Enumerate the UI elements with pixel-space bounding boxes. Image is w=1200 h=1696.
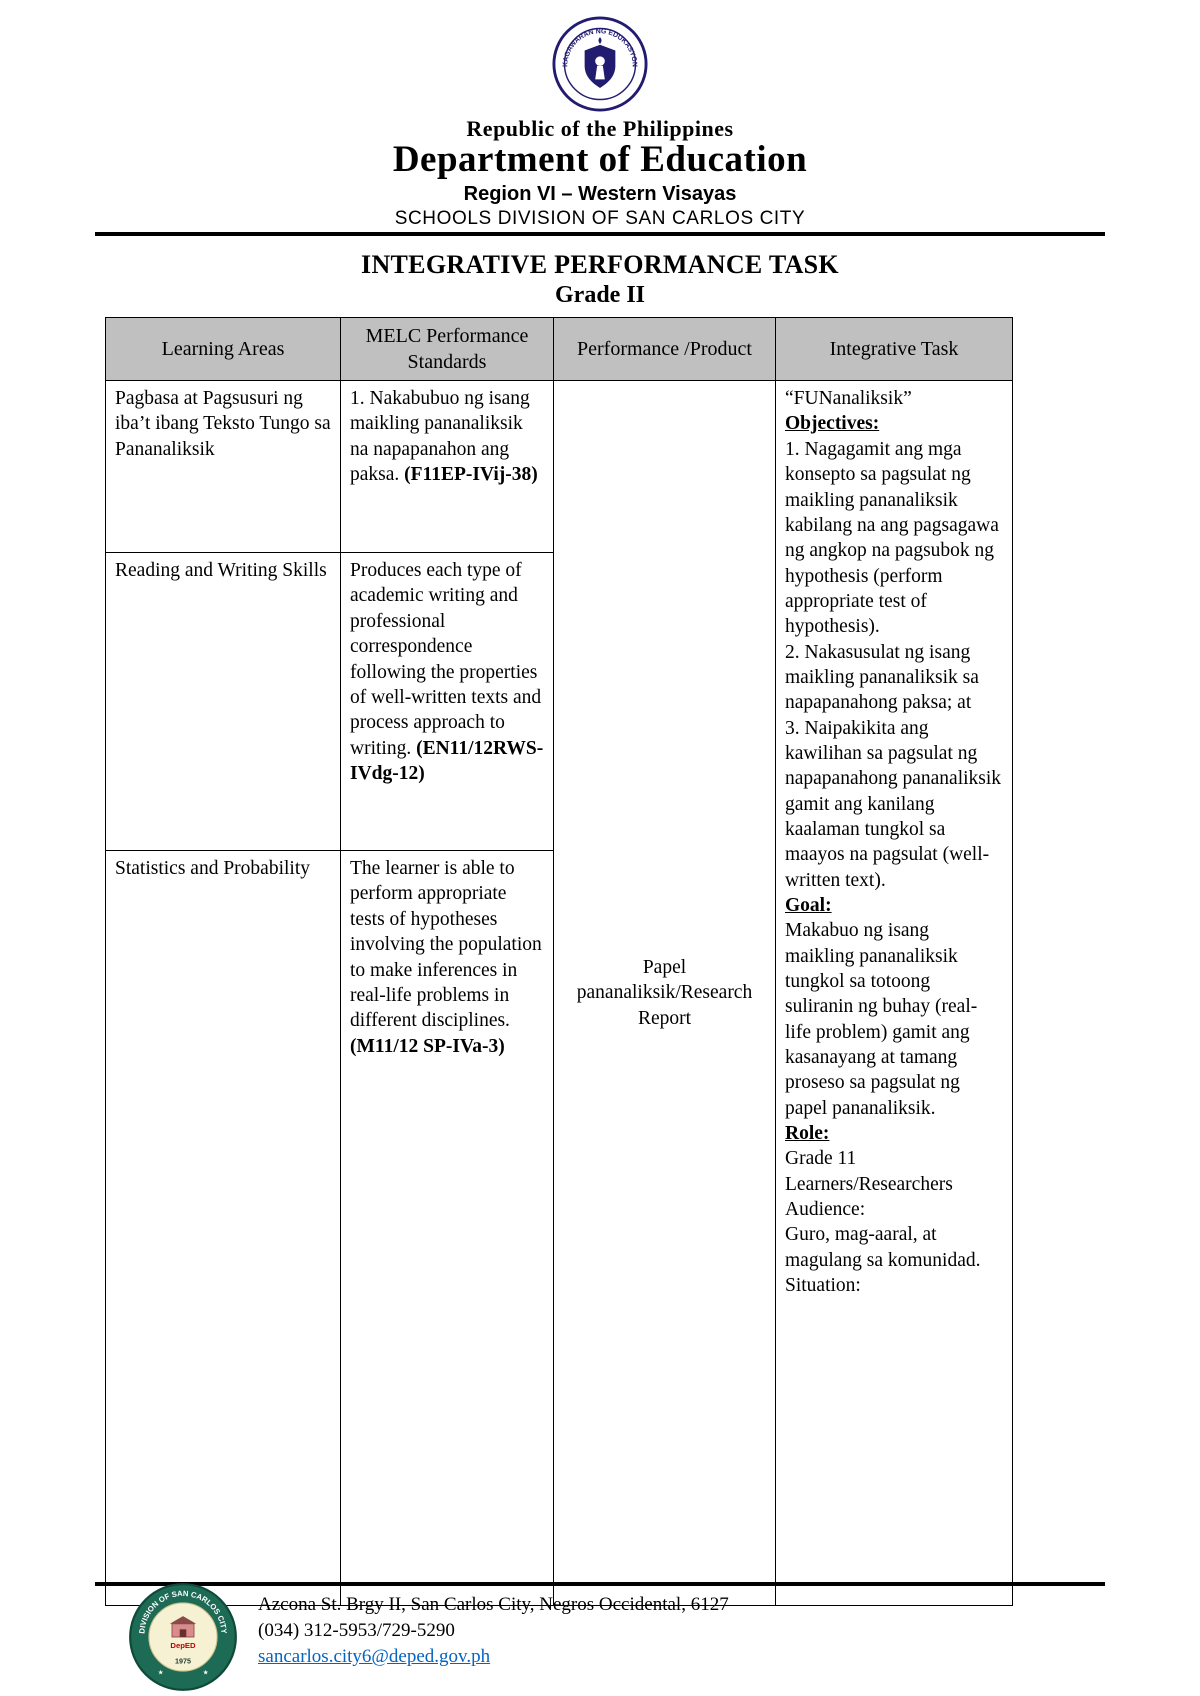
task-heading-goal: Goal: (785, 895, 832, 917)
title-block (0, 250, 1200, 309)
performance-task-table (105, 317, 1013, 1606)
col-header-melc-standards: MELC Performance Standards (341, 318, 554, 381)
letterhead (0, 0, 1200, 236)
page-title: INTEGRATIVE PERFORMANCE TASK (361, 250, 839, 280)
performance-product-cell (554, 381, 776, 1606)
integrative-task-cell (776, 381, 1013, 1606)
learning-area-cell: Pagbasa at Pagsusuri ng iba’t ibang Teksto Tungo sa Pananaliksik (106, 381, 341, 553)
department-line: Department of Education (392, 139, 808, 181)
task-paragraph: Audience: (785, 1199, 866, 1221)
deped-seal-icon (552, 16, 648, 112)
task-paragraph: “FUNanaliksik” (785, 388, 912, 410)
grade-subtitle: Grade II (555, 282, 645, 309)
division-line: SCHOOLS DIVISION OF SAN CARLOS CITY (394, 208, 806, 230)
learning-area-cell: Statistics and Probability (106, 851, 341, 1606)
standard-code: (M11/12 SP-IVa-3) (350, 1035, 505, 1057)
product-text: Papel pananaliksik/Research Report (576, 957, 753, 1029)
footer-rule (95, 1582, 1105, 1586)
svg-text:★: ★ (157, 1669, 164, 1677)
task-paragraph: Guro, mag-aaral, at magulang sa komunidad. (785, 1224, 981, 1271)
standard-text: Produces each type of academic writing and professional correspondence following the properties of well-written texts and process approach to writing. (350, 560, 542, 759)
melc-standard-cell (341, 851, 554, 1606)
standard-text: 1. Nakabubuo ng isang maikling pananaliksik na napapanahon ang paksa. (350, 388, 530, 486)
standard-text: The learner is able to perform appropriate tests of hypotheses involving the population to make inferences in real-life problems in different disciplines. (350, 858, 542, 1032)
footer-email-link[interactable]: sancarlos.city6@deped.gov.ph (258, 1646, 491, 1667)
melc-standard-cell (341, 381, 554, 553)
header-rule (95, 232, 1105, 236)
col-header-performance-product: Performance /Product (554, 318, 776, 381)
svg-text:KAGAWARAN NG EDUKASYON: KAGAWARAN NG EDUKASYON (562, 28, 638, 68)
task-paragraph: Makabuo ng isang maikling pananaliksik tungkol sa totoong suliranin ng buhay (real-life problem) gamit ang kasanayang at tamang proseso sa pagsulat ng papel pananaliksik. (785, 920, 978, 1119)
col-header-integrative-task: Integrative Task (776, 318, 1013, 381)
task-paragraph: 3. Naipakikita ang kawilihan sa pagsulat ng napapanahong pananaliksik gamit ang kanilang kaalaman tungkol sa maayos na pagsulat (well-written text). (785, 717, 1002, 891)
standard-code: (F11EP-IVij-38) (404, 464, 538, 486)
region-line: Region VI – Western Visayas (463, 183, 737, 206)
task-paragraph: Situation: (785, 1275, 861, 1297)
footer-contact-block (258, 1592, 729, 1670)
table-row (106, 381, 1013, 553)
svg-text:DepED: DepED (170, 1641, 196, 1650)
division-seal-icon (128, 1582, 238, 1692)
task-paragraph: 2. Nakasusulat ng isang maikling pananaliksik sa napapanahong paksa; at (785, 641, 979, 714)
footer-phone: (034) 312-5953/729-5290 (258, 1620, 455, 1641)
svg-text:1975: 1975 (175, 1657, 191, 1666)
svg-text:DIVISION OF SAN CARLOS CITY: DIVISION OF SAN CARLOS CITY (137, 1588, 229, 1635)
task-heading-objectives: Objectives: (785, 413, 880, 435)
republic-line: Republic of the Philippines (466, 116, 734, 141)
table-header-row (106, 318, 1013, 381)
melc-standard-cell (341, 553, 554, 851)
standard-code: (EN11/12RWS-IVdg-12) (350, 737, 544, 784)
task-paragraph: Grade 11 Learners/Researchers (785, 1148, 953, 1195)
task-heading-role: Role: (785, 1123, 830, 1145)
task-paragraph: 1. Nagagamit ang mga konsepto sa pagsulat ng maikling pananaliksik kabilang na ang pagsagawa ng angkop na pagsubok ng hypothesis (perform appropriate test of hypothesis). (785, 438, 999, 638)
learning-area-cell: Reading and Writing Skills (106, 553, 341, 851)
svg-text:★: ★ (202, 1669, 209, 1677)
col-header-learning-areas: Learning Areas (106, 318, 341, 381)
footer-address: Azcona St. Brgy II, San Carlos City, Negros Occidental, 6127 (258, 1594, 729, 1615)
